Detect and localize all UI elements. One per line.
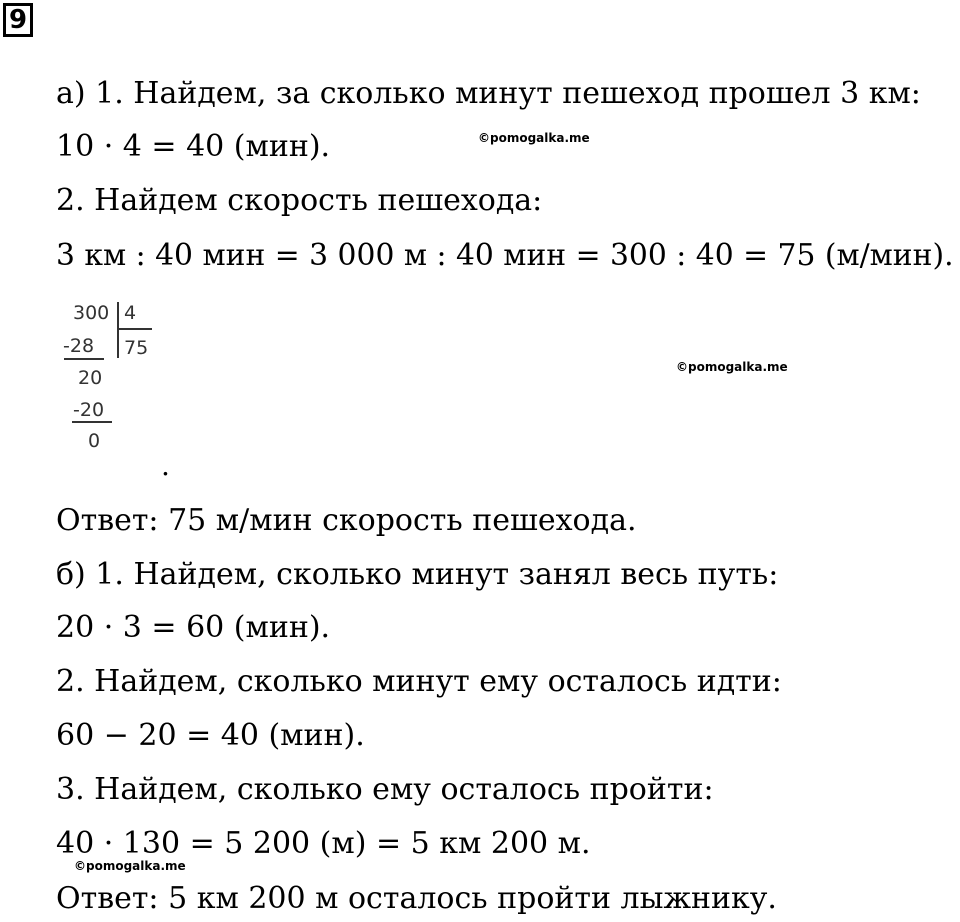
part-b-answer: Ответ: 5 км 200 м осталось пройти лыжнику. [56,881,777,916]
division-underline-1 [64,358,104,360]
watermark: ©pomogalka.me [74,859,186,873]
division-vertical-bar [117,302,119,358]
division-divisor-bar [118,328,152,330]
part-b-step2: 2. Найдем, сколько минут ему осталось идти: [56,664,782,699]
part-a-step2-calc: 3 км : 40 мин = 3 000 м : 40 мин = 300 : 40 = 75 (м/мин). [56,238,954,273]
division-remainder1: 20 [78,367,103,389]
division-step1: -28 [63,335,95,357]
watermark: ©pomogalka.me [478,131,590,145]
part-a-step1-calc: 10 · 4 = 40 (мин). [56,129,331,164]
division-divisor: 4 [124,302,137,324]
part-b-step3: 3. Найдем, сколько ему осталось пройти: [56,772,714,807]
problem-number: 9 [3,3,33,37]
trailing-dot: . [161,449,170,482]
division-step2: -20 [73,399,105,421]
part-b-step3-calc: 40 · 130 = 5 200 (м) = 5 км 200 м. [56,826,591,861]
watermark: ©pomogalka.me [676,360,788,374]
division-underline-2 [72,421,112,423]
division-dividend: 300 [73,302,110,324]
part-a-answer: Ответ: 75 м/мин скорость пешехода. [56,503,637,538]
part-b-step1: б) 1. Найдем, сколько минут занял весь путь: [56,557,779,592]
part-a-step2: 2. Найдем скорость пешехода: [56,183,543,218]
division-quotient: 75 [124,337,149,359]
part-a-step1: а) 1. Найдем, за сколько минут пешеход прошел 3 км: [56,76,921,111]
long-division [60,300,170,460]
division-remainder2: 0 [88,430,101,452]
part-b-step1-calc: 20 · 3 = 60 (мин). [56,610,331,645]
part-b-step2-calc: 60 − 20 = 40 (мин). [56,718,365,753]
